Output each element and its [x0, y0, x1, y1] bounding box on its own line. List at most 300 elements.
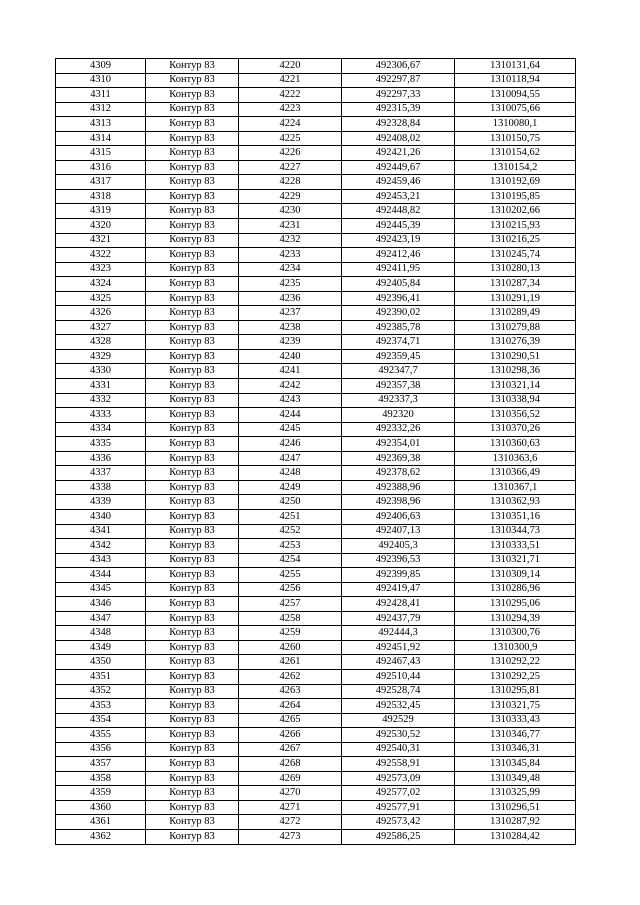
point-number-cell: 4256 — [239, 582, 342, 597]
x-coordinate-cell: 492573,42 — [342, 815, 455, 830]
contour-name-cell: Контур 83 — [146, 335, 239, 350]
point-number-cell: 4223 — [239, 102, 342, 117]
x-coordinate-cell: 492428,41 — [342, 597, 455, 612]
x-coordinate-cell: 492573,09 — [342, 771, 455, 786]
y-coordinate-cell: 1310150,75 — [455, 131, 576, 146]
table-row — [56, 102, 576, 117]
point-number-cell: 4246 — [239, 437, 342, 452]
x-coordinate-cell: 492369,38 — [342, 451, 455, 466]
table-row — [56, 277, 576, 292]
y-coordinate-cell: 1310280,13 — [455, 262, 576, 277]
row-number-cell: 4346 — [56, 597, 146, 612]
row-number-cell: 4314 — [56, 131, 146, 146]
contour-name-cell: Контур 83 — [146, 669, 239, 684]
point-number-cell: 4259 — [239, 626, 342, 641]
point-number-cell: 4247 — [239, 451, 342, 466]
row-number-cell: 4321 — [56, 233, 146, 248]
y-coordinate-cell: 1310360,63 — [455, 437, 576, 452]
contour-name-cell: Контур 83 — [146, 73, 239, 88]
y-coordinate-cell: 1310300,9 — [455, 640, 576, 655]
point-number-cell: 4273 — [239, 829, 342, 844]
point-number-cell: 4269 — [239, 771, 342, 786]
table-row — [56, 408, 576, 423]
y-coordinate-cell: 1310080,1 — [455, 117, 576, 132]
point-number-cell: 4237 — [239, 306, 342, 321]
row-number-cell: 4356 — [56, 742, 146, 757]
x-coordinate-cell: 492530,52 — [342, 728, 455, 743]
y-coordinate-cell: 1310321,75 — [455, 699, 576, 714]
y-coordinate-cell: 1310362,93 — [455, 495, 576, 510]
table-row — [56, 88, 576, 103]
row-number-cell: 4317 — [56, 175, 146, 190]
y-coordinate-cell: 1310075,66 — [455, 102, 576, 117]
row-number-cell: 4343 — [56, 553, 146, 568]
y-coordinate-cell: 1310346,31 — [455, 742, 576, 757]
point-number-cell: 4227 — [239, 160, 342, 175]
table-row — [56, 524, 576, 539]
y-coordinate-cell: 1310286,96 — [455, 582, 576, 597]
y-coordinate-cell: 1310291,19 — [455, 291, 576, 306]
x-coordinate-cell: 492399,85 — [342, 568, 455, 583]
x-coordinate-cell: 492398,96 — [342, 495, 455, 510]
row-number-cell: 4345 — [56, 582, 146, 597]
x-coordinate-cell: 492577,02 — [342, 786, 455, 801]
coordinates-table — [55, 58, 576, 845]
table-row — [56, 611, 576, 626]
y-coordinate-cell: 1310333,51 — [455, 539, 576, 554]
contour-name-cell: Контур 83 — [146, 582, 239, 597]
table-row — [56, 757, 576, 772]
contour-name-cell: Контур 83 — [146, 262, 239, 277]
table-row — [56, 539, 576, 554]
point-number-cell: 4270 — [239, 786, 342, 801]
row-number-cell: 4337 — [56, 466, 146, 481]
y-coordinate-cell: 1310118,94 — [455, 73, 576, 88]
coordinates-table-body — [56, 59, 576, 845]
table-row — [56, 291, 576, 306]
row-number-cell: 4347 — [56, 611, 146, 626]
point-number-cell: 4250 — [239, 495, 342, 510]
row-number-cell: 4329 — [56, 349, 146, 364]
contour-name-cell: Контур 83 — [146, 539, 239, 554]
row-number-cell: 4335 — [56, 437, 146, 452]
point-number-cell: 4272 — [239, 815, 342, 830]
row-number-cell: 4324 — [56, 277, 146, 292]
x-coordinate-cell: 492467,43 — [342, 655, 455, 670]
x-coordinate-cell: 492445,39 — [342, 219, 455, 234]
contour-name-cell: Контур 83 — [146, 451, 239, 466]
y-coordinate-cell: 1310321,71 — [455, 553, 576, 568]
contour-name-cell: Контур 83 — [146, 713, 239, 728]
table-row — [56, 829, 576, 844]
contour-name-cell: Контур 83 — [146, 59, 239, 74]
table-row — [56, 582, 576, 597]
y-coordinate-cell: 1310154,2 — [455, 160, 576, 175]
y-coordinate-cell: 1310333,43 — [455, 713, 576, 728]
point-number-cell: 4267 — [239, 742, 342, 757]
y-coordinate-cell: 1310195,85 — [455, 189, 576, 204]
table-row — [56, 262, 576, 277]
y-coordinate-cell: 1310215,93 — [455, 219, 576, 234]
row-number-cell: 4351 — [56, 669, 146, 684]
y-coordinate-cell: 1310346,77 — [455, 728, 576, 743]
contour-name-cell: Контур 83 — [146, 524, 239, 539]
x-coordinate-cell: 492453,21 — [342, 189, 455, 204]
table-row — [56, 669, 576, 684]
table-row — [56, 437, 576, 452]
contour-name-cell: Контур 83 — [146, 146, 239, 161]
contour-name-cell: Контур 83 — [146, 160, 239, 175]
point-number-cell: 4233 — [239, 248, 342, 263]
row-number-cell: 4340 — [56, 509, 146, 524]
contour-name-cell: Контур 83 — [146, 815, 239, 830]
point-number-cell: 4244 — [239, 408, 342, 423]
y-coordinate-cell: 1310296,51 — [455, 800, 576, 815]
row-number-cell: 4336 — [56, 451, 146, 466]
y-coordinate-cell: 1310345,84 — [455, 757, 576, 772]
contour-name-cell: Контур 83 — [146, 699, 239, 714]
contour-name-cell: Контур 83 — [146, 480, 239, 495]
y-coordinate-cell: 1310309,14 — [455, 568, 576, 583]
contour-name-cell: Контур 83 — [146, 204, 239, 219]
x-coordinate-cell: 492332,26 — [342, 422, 455, 437]
table-row — [56, 451, 576, 466]
table-row — [56, 480, 576, 495]
y-coordinate-cell: 1310294,39 — [455, 611, 576, 626]
contour-name-cell: Контур 83 — [146, 379, 239, 394]
point-number-cell: 4243 — [239, 393, 342, 408]
x-coordinate-cell: 492412,46 — [342, 248, 455, 263]
table-row — [56, 379, 576, 394]
row-number-cell: 4353 — [56, 699, 146, 714]
x-coordinate-cell: 492405,84 — [342, 277, 455, 292]
row-number-cell: 4320 — [56, 219, 146, 234]
table-row — [56, 713, 576, 728]
point-number-cell: 4241 — [239, 364, 342, 379]
table-row — [56, 117, 576, 132]
contour-name-cell: Контур 83 — [146, 568, 239, 583]
table-row — [56, 495, 576, 510]
x-coordinate-cell: 492540,31 — [342, 742, 455, 757]
table-row — [56, 568, 576, 583]
y-coordinate-cell: 1310325,99 — [455, 786, 576, 801]
row-number-cell: 4309 — [56, 59, 146, 74]
row-number-cell: 4342 — [56, 539, 146, 554]
contour-name-cell: Контур 83 — [146, 786, 239, 801]
x-coordinate-cell: 492405,3 — [342, 539, 455, 554]
y-coordinate-cell: 1310295,06 — [455, 597, 576, 612]
point-number-cell: 4255 — [239, 568, 342, 583]
table-row — [56, 393, 576, 408]
contour-name-cell: Контур 83 — [146, 742, 239, 757]
table-row — [56, 160, 576, 175]
contour-name-cell: Контур 83 — [146, 175, 239, 190]
point-number-cell: 4254 — [239, 553, 342, 568]
table-row — [56, 771, 576, 786]
point-number-cell: 4226 — [239, 146, 342, 161]
table-row — [56, 509, 576, 524]
table-row — [56, 597, 576, 612]
point-number-cell: 4224 — [239, 117, 342, 132]
row-number-cell: 4357 — [56, 757, 146, 772]
x-coordinate-cell: 492357,38 — [342, 379, 455, 394]
contour-name-cell: Контур 83 — [146, 393, 239, 408]
row-number-cell: 4327 — [56, 320, 146, 335]
point-number-cell: 4251 — [239, 509, 342, 524]
contour-name-cell: Контур 83 — [146, 277, 239, 292]
y-coordinate-cell: 1310338,94 — [455, 393, 576, 408]
contour-name-cell: Контур 83 — [146, 728, 239, 743]
row-number-cell: 4318 — [56, 189, 146, 204]
y-coordinate-cell: 1310287,34 — [455, 277, 576, 292]
table-row — [56, 189, 576, 204]
contour-name-cell: Контур 83 — [146, 422, 239, 437]
x-coordinate-cell: 492297,33 — [342, 88, 455, 103]
table-row — [56, 655, 576, 670]
contour-name-cell: Контур 83 — [146, 117, 239, 132]
y-coordinate-cell: 1310370,26 — [455, 422, 576, 437]
x-coordinate-cell: 492529 — [342, 713, 455, 728]
point-number-cell: 4221 — [239, 73, 342, 88]
table-row — [56, 553, 576, 568]
contour-name-cell: Контур 83 — [146, 771, 239, 786]
y-coordinate-cell: 1310300,76 — [455, 626, 576, 641]
table-row — [56, 466, 576, 481]
point-number-cell: 4249 — [239, 480, 342, 495]
x-coordinate-cell: 492306,67 — [342, 59, 455, 74]
point-number-cell: 4265 — [239, 713, 342, 728]
x-coordinate-cell: 492459,46 — [342, 175, 455, 190]
table-row — [56, 684, 576, 699]
row-number-cell: 4328 — [56, 335, 146, 350]
point-number-cell: 4229 — [239, 189, 342, 204]
contour-name-cell: Контур 83 — [146, 757, 239, 772]
y-coordinate-cell: 1310284,42 — [455, 829, 576, 844]
x-coordinate-cell: 492315,39 — [342, 102, 455, 117]
contour-name-cell: Контур 83 — [146, 495, 239, 510]
contour-name-cell: Контур 83 — [146, 829, 239, 844]
point-number-cell: 4245 — [239, 422, 342, 437]
x-coordinate-cell: 492421,26 — [342, 146, 455, 161]
row-number-cell: 4338 — [56, 480, 146, 495]
x-coordinate-cell: 492297,87 — [342, 73, 455, 88]
x-coordinate-cell: 492577,91 — [342, 800, 455, 815]
y-coordinate-cell: 1310216,25 — [455, 233, 576, 248]
row-number-cell: 4312 — [56, 102, 146, 117]
y-coordinate-cell: 1310366,49 — [455, 466, 576, 481]
point-number-cell: 4222 — [239, 88, 342, 103]
contour-name-cell: Контур 83 — [146, 219, 239, 234]
x-coordinate-cell: 492320 — [342, 408, 455, 423]
contour-name-cell: Контур 83 — [146, 306, 239, 321]
y-coordinate-cell: 1310344,73 — [455, 524, 576, 539]
contour-name-cell: Контур 83 — [146, 626, 239, 641]
y-coordinate-cell: 1310276,39 — [455, 335, 576, 350]
contour-name-cell: Контур 83 — [146, 655, 239, 670]
row-number-cell: 4341 — [56, 524, 146, 539]
point-number-cell: 4252 — [239, 524, 342, 539]
point-number-cell: 4253 — [239, 539, 342, 554]
point-number-cell: 4238 — [239, 320, 342, 335]
point-number-cell: 4258 — [239, 611, 342, 626]
table-row — [56, 800, 576, 815]
point-number-cell: 4257 — [239, 597, 342, 612]
contour-name-cell: Контур 83 — [146, 233, 239, 248]
row-number-cell: 4311 — [56, 88, 146, 103]
y-coordinate-cell: 1310321,14 — [455, 379, 576, 394]
x-coordinate-cell: 492378,62 — [342, 466, 455, 481]
x-coordinate-cell: 492390,02 — [342, 306, 455, 321]
row-number-cell: 4333 — [56, 408, 146, 423]
table-row — [56, 422, 576, 437]
x-coordinate-cell: 492586,25 — [342, 829, 455, 844]
table-row — [56, 306, 576, 321]
point-number-cell: 4266 — [239, 728, 342, 743]
point-number-cell: 4240 — [239, 349, 342, 364]
table-row — [56, 219, 576, 234]
x-coordinate-cell: 492423,19 — [342, 233, 455, 248]
table-row — [56, 640, 576, 655]
contour-name-cell: Контур 83 — [146, 320, 239, 335]
row-number-cell: 4339 — [56, 495, 146, 510]
x-coordinate-cell: 492528,74 — [342, 684, 455, 699]
point-number-cell: 4220 — [239, 59, 342, 74]
row-number-cell: 4325 — [56, 291, 146, 306]
table-row — [56, 248, 576, 263]
y-coordinate-cell: 1310154,62 — [455, 146, 576, 161]
row-number-cell: 4354 — [56, 713, 146, 728]
table-row — [56, 335, 576, 350]
y-coordinate-cell: 1310192,69 — [455, 175, 576, 190]
x-coordinate-cell: 492388,96 — [342, 480, 455, 495]
row-number-cell: 4316 — [56, 160, 146, 175]
row-number-cell: 4332 — [56, 393, 146, 408]
table-row — [56, 815, 576, 830]
x-coordinate-cell: 492437,79 — [342, 611, 455, 626]
row-number-cell: 4360 — [56, 800, 146, 815]
x-coordinate-cell: 492451,92 — [342, 640, 455, 655]
contour-name-cell: Контур 83 — [146, 408, 239, 423]
row-number-cell: 4348 — [56, 626, 146, 641]
x-coordinate-cell: 492347,7 — [342, 364, 455, 379]
contour-name-cell: Контур 83 — [146, 189, 239, 204]
y-coordinate-cell: 1310202,66 — [455, 204, 576, 219]
y-coordinate-cell: 1310292,25 — [455, 669, 576, 684]
row-number-cell: 4352 — [56, 684, 146, 699]
table-row — [56, 146, 576, 161]
y-coordinate-cell: 1310131,64 — [455, 59, 576, 74]
point-number-cell: 4230 — [239, 204, 342, 219]
row-number-cell: 4310 — [56, 73, 146, 88]
contour-name-cell: Контур 83 — [146, 349, 239, 364]
row-number-cell: 4349 — [56, 640, 146, 655]
table-row — [56, 59, 576, 74]
contour-name-cell: Контур 83 — [146, 102, 239, 117]
contour-name-cell: Контур 83 — [146, 248, 239, 263]
row-number-cell: 4331 — [56, 379, 146, 394]
contour-name-cell: Контур 83 — [146, 800, 239, 815]
contour-name-cell: Контур 83 — [146, 640, 239, 655]
contour-name-cell: Контур 83 — [146, 684, 239, 699]
y-coordinate-cell: 1310292,22 — [455, 655, 576, 670]
row-number-cell: 4361 — [56, 815, 146, 830]
y-coordinate-cell: 1310349,48 — [455, 771, 576, 786]
contour-name-cell: Контур 83 — [146, 88, 239, 103]
y-coordinate-cell: 1310279,88 — [455, 320, 576, 335]
y-coordinate-cell: 1310287,92 — [455, 815, 576, 830]
row-number-cell: 4359 — [56, 786, 146, 801]
row-number-cell: 4315 — [56, 146, 146, 161]
point-number-cell: 4232 — [239, 233, 342, 248]
y-coordinate-cell: 1310295,81 — [455, 684, 576, 699]
contour-name-cell: Контур 83 — [146, 364, 239, 379]
table-row — [56, 699, 576, 714]
x-coordinate-cell: 492406,63 — [342, 509, 455, 524]
x-coordinate-cell: 492396,41 — [342, 291, 455, 306]
x-coordinate-cell: 492385,78 — [342, 320, 455, 335]
row-number-cell: 4326 — [56, 306, 146, 321]
y-coordinate-cell: 1310245,74 — [455, 248, 576, 263]
y-coordinate-cell: 1310351,16 — [455, 509, 576, 524]
point-number-cell: 4231 — [239, 219, 342, 234]
point-number-cell: 4239 — [239, 335, 342, 350]
contour-name-cell: Контур 83 — [146, 611, 239, 626]
x-coordinate-cell: 492411,95 — [342, 262, 455, 277]
x-coordinate-cell: 492407,13 — [342, 524, 455, 539]
point-number-cell: 4271 — [239, 800, 342, 815]
row-number-cell: 4334 — [56, 422, 146, 437]
row-number-cell: 4362 — [56, 829, 146, 844]
point-number-cell: 4263 — [239, 684, 342, 699]
y-coordinate-cell: 1310094,55 — [455, 88, 576, 103]
row-number-cell: 4319 — [56, 204, 146, 219]
row-number-cell: 4330 — [56, 364, 146, 379]
point-number-cell: 4225 — [239, 131, 342, 146]
point-number-cell: 4262 — [239, 669, 342, 684]
point-number-cell: 4261 — [239, 655, 342, 670]
row-number-cell: 4323 — [56, 262, 146, 277]
x-coordinate-cell: 492444,3 — [342, 626, 455, 641]
table-row — [56, 364, 576, 379]
y-coordinate-cell: 1310367,1 — [455, 480, 576, 495]
point-number-cell: 4264 — [239, 699, 342, 714]
x-coordinate-cell: 492337,3 — [342, 393, 455, 408]
x-coordinate-cell: 492532,45 — [342, 699, 455, 714]
x-coordinate-cell: 492328,84 — [342, 117, 455, 132]
point-number-cell: 4260 — [239, 640, 342, 655]
point-number-cell: 4235 — [239, 277, 342, 292]
contour-name-cell: Контур 83 — [146, 509, 239, 524]
table-row — [56, 626, 576, 641]
point-number-cell: 4234 — [239, 262, 342, 277]
contour-name-cell: Контур 83 — [146, 553, 239, 568]
row-number-cell: 4358 — [56, 771, 146, 786]
x-coordinate-cell: 492558,91 — [342, 757, 455, 772]
x-coordinate-cell: 492510,44 — [342, 669, 455, 684]
contour-name-cell: Контур 83 — [146, 437, 239, 452]
table-row — [56, 728, 576, 743]
contour-name-cell: Контур 83 — [146, 597, 239, 612]
contour-name-cell: Контур 83 — [146, 291, 239, 306]
y-coordinate-cell: 1310289,49 — [455, 306, 576, 321]
table-row — [56, 204, 576, 219]
table-row — [56, 175, 576, 190]
row-number-cell: 4344 — [56, 568, 146, 583]
x-coordinate-cell: 492374,71 — [342, 335, 455, 350]
x-coordinate-cell: 492419,47 — [342, 582, 455, 597]
row-number-cell: 4355 — [56, 728, 146, 743]
row-number-cell: 4350 — [56, 655, 146, 670]
